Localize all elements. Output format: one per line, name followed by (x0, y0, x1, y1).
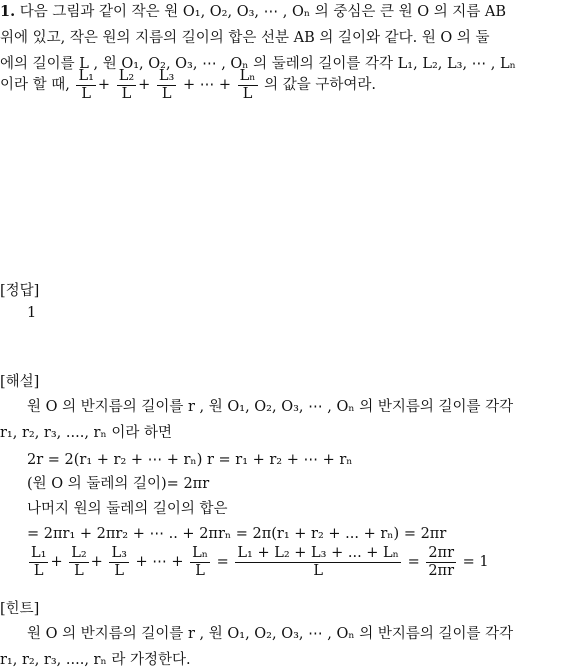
question-text-1: 다음 그림과 같이 작은 원 O₁, O₂, O₃, ⋯ , Oₙ 의 중심은 큰 원 O 의 지름 AB (19, 4, 507, 20)
question-line-4-suffix: 의 값을 구하여라. (264, 77, 377, 93)
explanation-line-2: r₁, r₂, r₃, ...., rₙ 이라 하면 (0, 425, 172, 441)
question-fraction-3: $\frac{\text{L₃}}{L}$ (158, 67, 175, 102)
question-line-4: 이라 할 때, $\frac{\text{L₁}}{L}$ + $\frac{\text{L₂}}{L}$ + $\frac{\text{L₃}}{L}$ + ⋯ + $\frac{\text{Lₙ}}{L}$ 의 값을 구하여라. (0, 67, 377, 102)
explanation-line-1: 원 O 의 반지름의 길이를 r , 원 O₁, O₂, O₃, ⋯ , Oₙ 의 반지름의 길이를 각각 (27, 399, 514, 415)
question-number: 1. (0, 3, 16, 20)
explanation-line-4: (원 O 의 둘레의 길이)= 2πr (27, 476, 210, 492)
question-fraction-1: $\frac{\text{L₁}}{L}$ (78, 67, 94, 102)
answer-value: 1 (27, 305, 37, 321)
explanation-final-equation: $\frac{\text{L₁}}{L}$ + $\frac{\text{L₂}}{L}$ + $\frac{\text{L₃}}{L}$ + ⋯ + $\frac{\text{Lₙ}}{L}$ = $\frac{\text{L₁ + L₂ + L₃ + ... + Lₙ}}{L}$ = $\frac{2\pi r}{2\pi r}$ = 1 (31, 544, 489, 579)
final-fraction-n: $\frac{\text{Lₙ}}{L}$ (192, 544, 209, 579)
hint-line-2: r₁, r₂, r₃, ...., rₙ 라 가정한다. (0, 652, 191, 668)
question-line-1 (0, 2, 506, 22)
question-ellipsis: + ⋯ + (182, 77, 231, 93)
hint-line-1: 원 O 의 반지름의 길이를 r , 원 O₁, O₂, O₃, ⋯ , Oₙ 의 반지름의 길이를 각각 (27, 626, 514, 642)
question-line-3: 에의 길이를 L , 원 O₁, O₂, O₃, ⋯ , Oₙ 의 둘레의 길이를 각각 L₁, L₂, L₃, ⋯ , Lₙ (0, 56, 516, 72)
question-fraction-2: $\frac{\text{L₂}}{L}$ (118, 67, 135, 102)
answer-heading: [정답] (0, 283, 40, 299)
final-combined-fraction: $\frac{\text{L₁ + L₂ + L₃ + ... + Lₙ}}{L}$ (237, 544, 399, 579)
final-fraction-1: $\frac{\text{L₁}}{L}$ (31, 544, 47, 579)
question-line-2: 위에 있고, 작은 원의 지름의 길이의 합은 선분 AB 의 길이와 같다. 원 O 의 둘 (0, 30, 490, 46)
explanation-heading: [해설] (0, 374, 40, 390)
final-fraction-2: $\frac{\text{L₂}}{L}$ (71, 544, 87, 579)
final-result: = 1 (462, 554, 489, 570)
final-ratio-fraction: $\frac{2\pi r}{2\pi r}$ (428, 544, 455, 579)
question-line-4-prefix: 이라 할 때, (0, 77, 70, 93)
final-fraction-3: $\frac{\text{L₃}}{L}$ (111, 544, 127, 579)
explanation-line-3: 2r = 2(r₁ + r₂ + ⋯ + rₙ) r = r₁ + r₂ + ⋯ + rₙ (27, 452, 353, 468)
hint-heading: [힌트] (0, 601, 40, 617)
explanation-line-6: = 2πr₁ + 2πr₂ + ⋯ .. + 2πrₙ = 2π(r₁ + r₂ + ... + rₙ) = 2πr (27, 526, 447, 542)
explanation-line-5: 나머지 원의 둘레의 길이의 합은 (27, 501, 228, 517)
question-fraction-n: $\frac{\text{Lₙ}}{L}$ (239, 67, 256, 102)
